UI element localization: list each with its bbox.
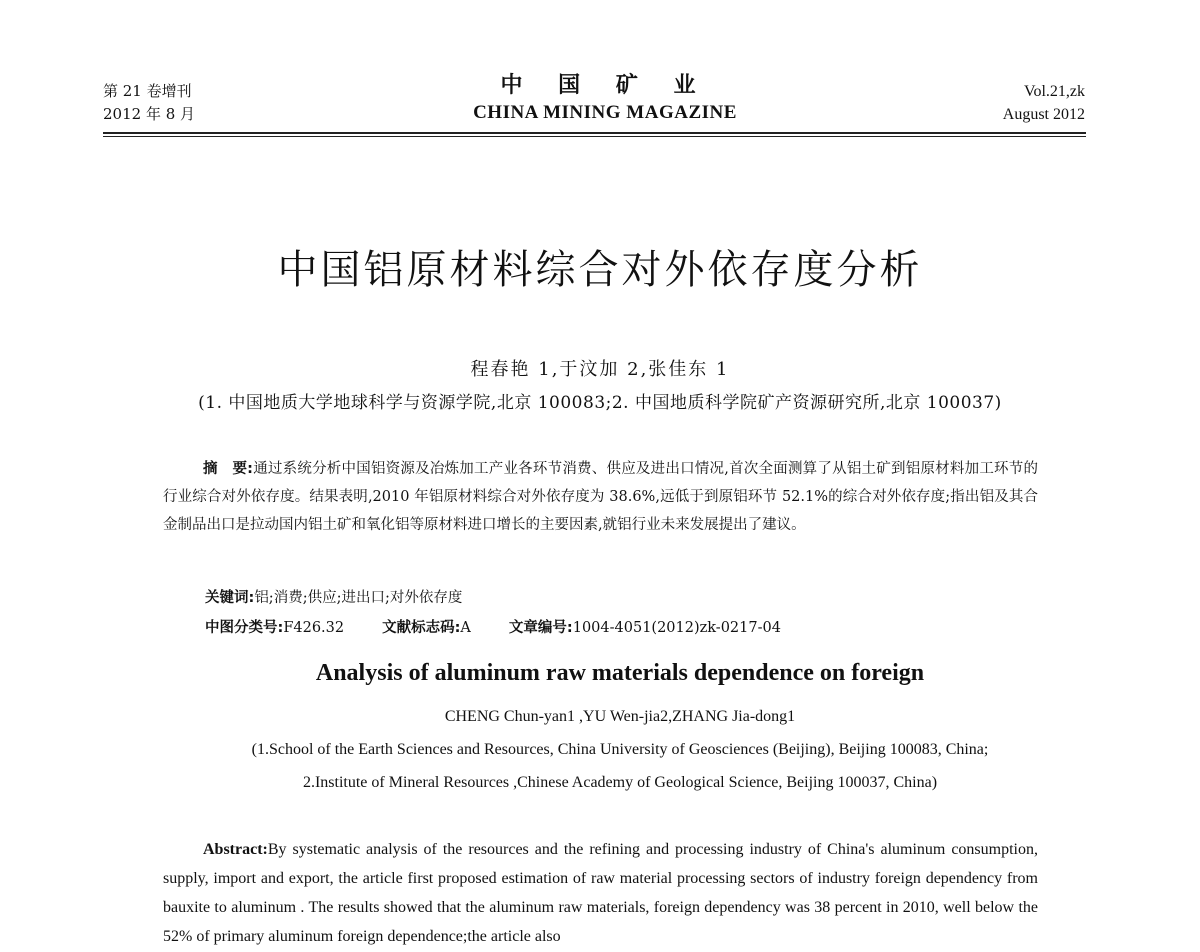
journal-name-en: CHINA MINING MAGAZINE [473,102,737,123]
doc-code-label: 文献标志码: [382,620,461,636]
paper-title-cn: 中国铝原材料综合对外依存度分析 [277,247,923,293]
volume-en: Vol.21,zk [1023,83,1085,100]
abstract-cn [163,455,1038,539]
authors-cn: 程春艳 1,于汶加 2,张佳东 1 [470,359,730,380]
header-right [1003,80,1085,126]
journal-name-cn: 中 国 矿 业 [500,73,710,98]
affiliation-en-2: 2.Institute of Mineral Resources ,Chinese Academy of Geological Science, Beijing 100037, China) [302,774,938,791]
header-left [103,80,195,126]
article-no-label: 文章编号: [508,620,573,636]
volume-cn: 第 21 卷增刊 [103,82,192,100]
doc-code-value: A [460,620,471,636]
header-rule [103,132,1086,137]
keywords-cn-label: 关键词: [205,590,255,606]
abstract-cn-label: 摘 要: [203,461,253,477]
clc-label: 中图分类号: [205,620,284,636]
keywords-cn-text: 铝;消费;供应;进出口;对外依存度 [254,590,463,606]
affiliation-en-1: (1.School of the Earth Sciences and Resources, China University of Geosciences (Beijing), Beijing 100083, China; [251,741,989,758]
paper-title-en: Analysis of aluminum raw materials dependence on foreign [315,660,925,686]
date-en: August 2012 [1002,106,1085,123]
affiliations-cn: (1. 中国地质大学地球科学与资源学院,北京 100083;2. 中国地质科学院矿产资源研究所,北京 100037) [198,393,1002,413]
journal-masthead [400,72,810,126]
date-cn: 2012 年 8 月 [103,105,196,123]
classification-line [205,614,781,642]
abstract-en [163,835,1038,951]
article-no-value: 1004-4051(2012)zk-0217-04 [572,620,781,636]
clc-value: F426.32 [283,620,345,636]
abstract-en-label: Abstract: [203,841,268,858]
keywords-cn [205,584,462,612]
authors-en: CHENG Chun-yan1 ,YU Wen-jia2,ZHANG Jia-dong1 [444,708,796,725]
abstract-cn-text: 通过系统分析中国铝资源及冶炼加工产业各环节消费、供应及进出口情况,首次全面测算了从铝土矿到铝原材料加工环节的行业综合对外依存度。结果表明,2010 年铝原材料综合对外依存度为 38.6%,远低于到原铝环节 52.1%的综合对外依存度;指出铝及其合金制品出口是拉动国内铝土矿和氧化铝等原材料进口增长的主要因素,就铝行业未来发展提出了建议。 [163,461,1038,533]
abstract-en-text: By systematic analysis of the resources and the refining and processing industry of China's aluminum consumption, supply, import and export, the article first proposed estimation of raw material processing sectors of industry foreign dependency from bauxite to aluminum . The results showed that the aluminum raw materials, foreign dependency was 38 percent in 2010, well below the 52% of primary aluminum foreign dependence;the article also [163,841,1038,945]
